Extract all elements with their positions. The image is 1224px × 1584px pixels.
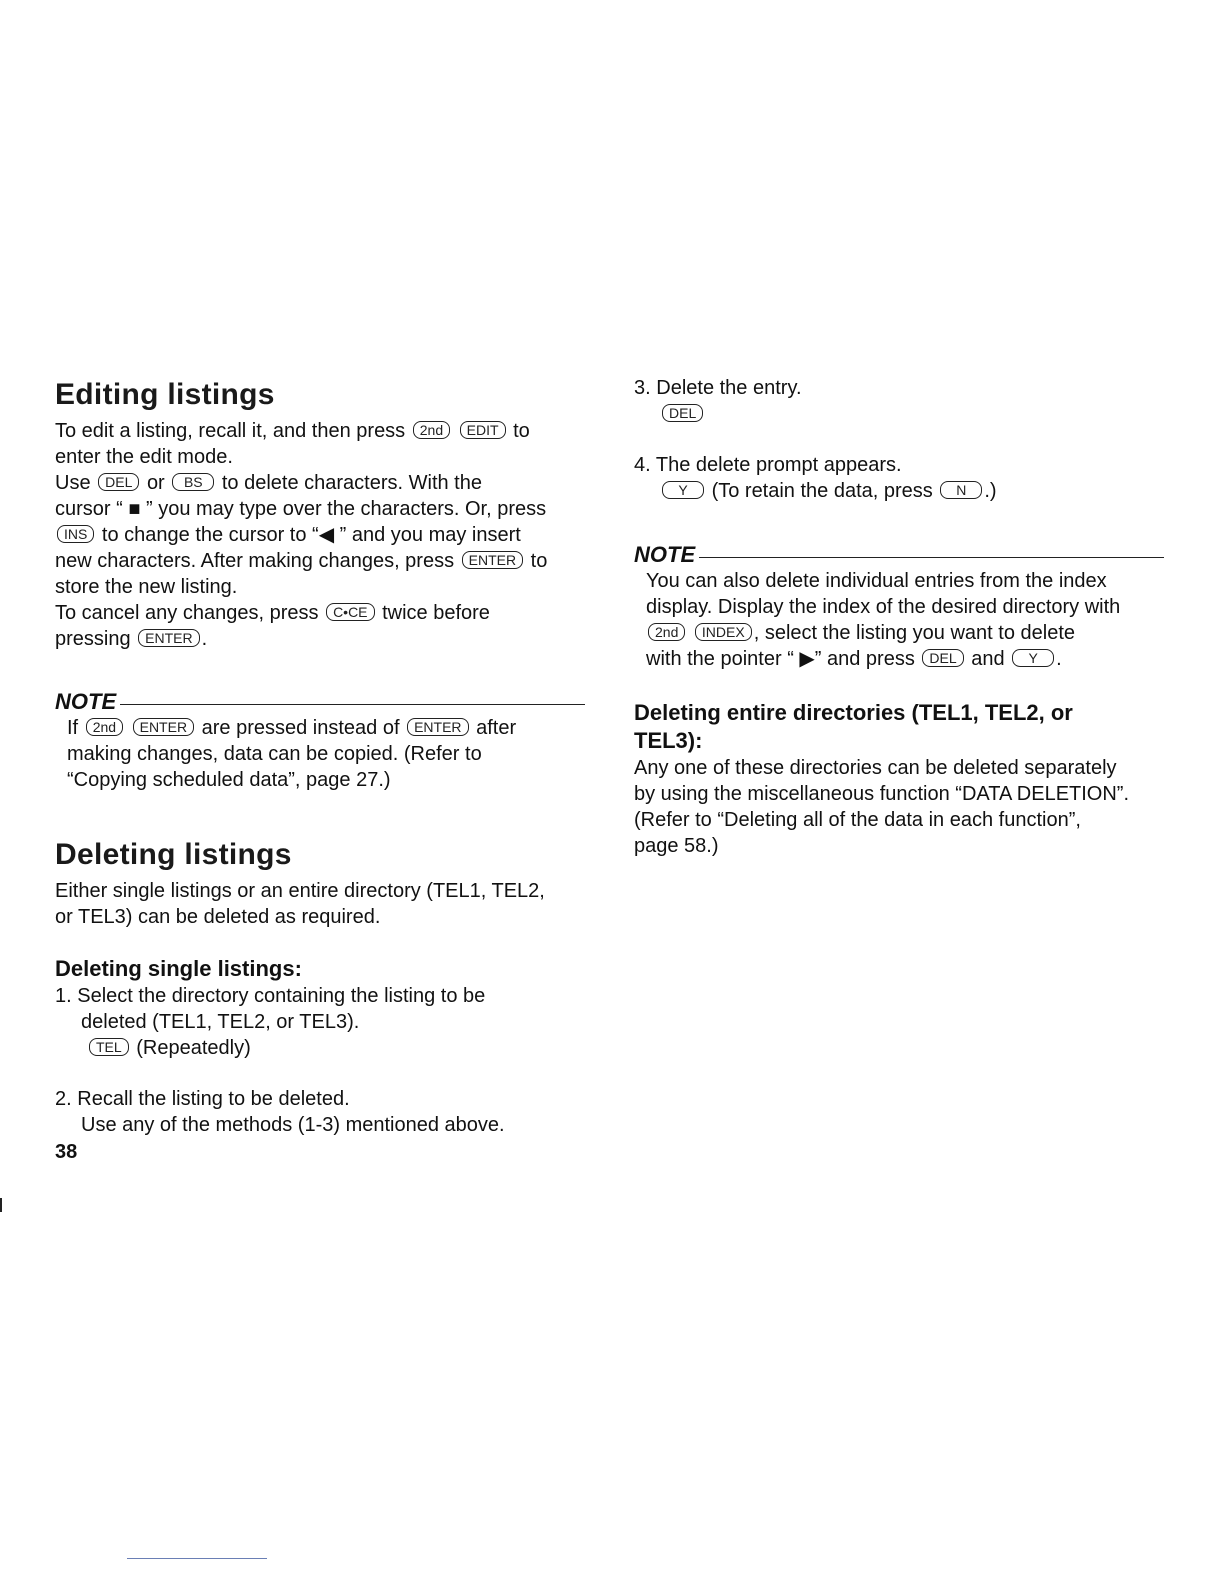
note1-line-2: making changes, data can be copied. (Refer to	[67, 743, 482, 765]
key-cce: C•CE	[326, 603, 374, 621]
key-y: Y	[1012, 649, 1054, 667]
editing-line-3: Use DEL or BS to delete characters. With the	[55, 472, 482, 494]
key-y: Y	[662, 481, 704, 499]
right-column	[634, 375, 1164, 859]
key-2nd: 2nd	[413, 421, 450, 439]
editing-line-1: To edit a listing, recall it, and then press 2nd EDIT to	[55, 420, 530, 442]
note-index-delete	[634, 542, 1164, 672]
step-2: 2. Recall the listing to be deleted. Use any of the methods (1-3) mentioned above.	[55, 1088, 505, 1136]
key-ins: INS	[57, 525, 94, 543]
key-n: N	[940, 481, 982, 499]
note-copying	[55, 689, 585, 793]
key-tel: TEL	[89, 1038, 129, 1056]
note2-line-3: 2nd INDEX , select the listing you want to delete	[646, 620, 1164, 646]
entire-line-1: Any one of these directories can be deleted separately	[634, 757, 1117, 779]
deleting-line-2: or TEL3) can be deleted as required.	[55, 906, 381, 928]
key-enter: ENTER	[138, 629, 199, 647]
margin-mark	[0, 1198, 2, 1212]
step-3: 3. Delete the entry. DEL	[634, 377, 802, 421]
editing-line-2: enter the edit mode.	[55, 446, 233, 468]
key-del: DEL	[922, 649, 963, 667]
page-number: 38	[55, 1141, 78, 1163]
deleting-listings-title: Deleting listings	[55, 838, 292, 871]
editing-line-6: new characters. After making changes, press ENTER to	[55, 550, 548, 572]
note-label: NOTE	[55, 689, 117, 714]
step-4-number: 4.	[634, 454, 651, 476]
note2-line-2: display. Display the index of the desired directory with	[646, 596, 1121, 618]
step-1-number: 1.	[55, 985, 72, 1007]
key-enter: ENTER	[407, 718, 468, 736]
left-column	[55, 375, 585, 1138]
note-label: NOTE	[634, 542, 696, 567]
editing-line-7: store the new listing.	[55, 576, 238, 598]
key-del: DEL	[662, 404, 703, 422]
editing-line-9: pressing ENTER .	[55, 628, 208, 650]
note-rule	[699, 557, 1164, 558]
entire-directories-heading-1: Deleting entire directories (TEL1, TEL2, or	[634, 700, 1073, 725]
editing-line-4: cursor “ ■ ” you may type over the characters. Or, press	[55, 498, 547, 520]
entire-line-2: by using the miscellaneous function “DATA DELETION”.	[634, 783, 1130, 805]
editing-line-8: To cancel any changes, press C•CE twice before	[55, 602, 490, 624]
entire-directories-heading-2: TEL3):	[634, 728, 703, 753]
step-2-number: 2.	[55, 1088, 72, 1110]
key-edit: EDIT	[460, 421, 506, 439]
key-enter: ENTER	[133, 718, 194, 736]
editing-listings-title: Editing listings	[55, 378, 275, 411]
key-bs: BS	[172, 473, 214, 491]
step-1: 1. Select the directory containing the listing to be deleted (TEL1, TEL2, or TEL3). TEL (Repeatedly)	[55, 985, 486, 1059]
key-del: DEL	[98, 473, 139, 491]
key-enter: ENTER	[462, 551, 523, 569]
entire-line-4: page 58.)	[634, 835, 719, 857]
note1-line-1: If 2nd ENTER are pressed instead of ENTER after	[67, 717, 517, 739]
editing-line-5: INS to change the cursor to “◀ ” and you may insert	[55, 522, 585, 548]
step-4: 4. The delete prompt appears. Y (To retain the data, press N .)	[634, 454, 997, 502]
key-2nd: 2nd	[648, 623, 685, 641]
note1-line-3: “Copying scheduled data”, page 27.)	[67, 769, 391, 791]
step-3-number: 3.	[634, 377, 651, 399]
key-index: INDEX	[695, 623, 752, 641]
entire-line-3: (Refer to “Deleting all of the data in each function”,	[634, 809, 1081, 831]
note2-line-4: with the pointer “ ▶” and press DEL and Y .	[646, 648, 1062, 670]
deleting-single-heading: Deleting single listings:	[55, 956, 302, 981]
entire-directories-section	[634, 699, 1164, 859]
note2-line-1: You can also delete individual entries from the index	[646, 570, 1107, 592]
bottom-rule	[127, 1558, 267, 1559]
note-rule	[120, 704, 585, 705]
key-2nd: 2nd	[86, 718, 123, 736]
deleting-line-1: Either single listings or an entire directory (TEL1, TEL2,	[55, 880, 545, 902]
